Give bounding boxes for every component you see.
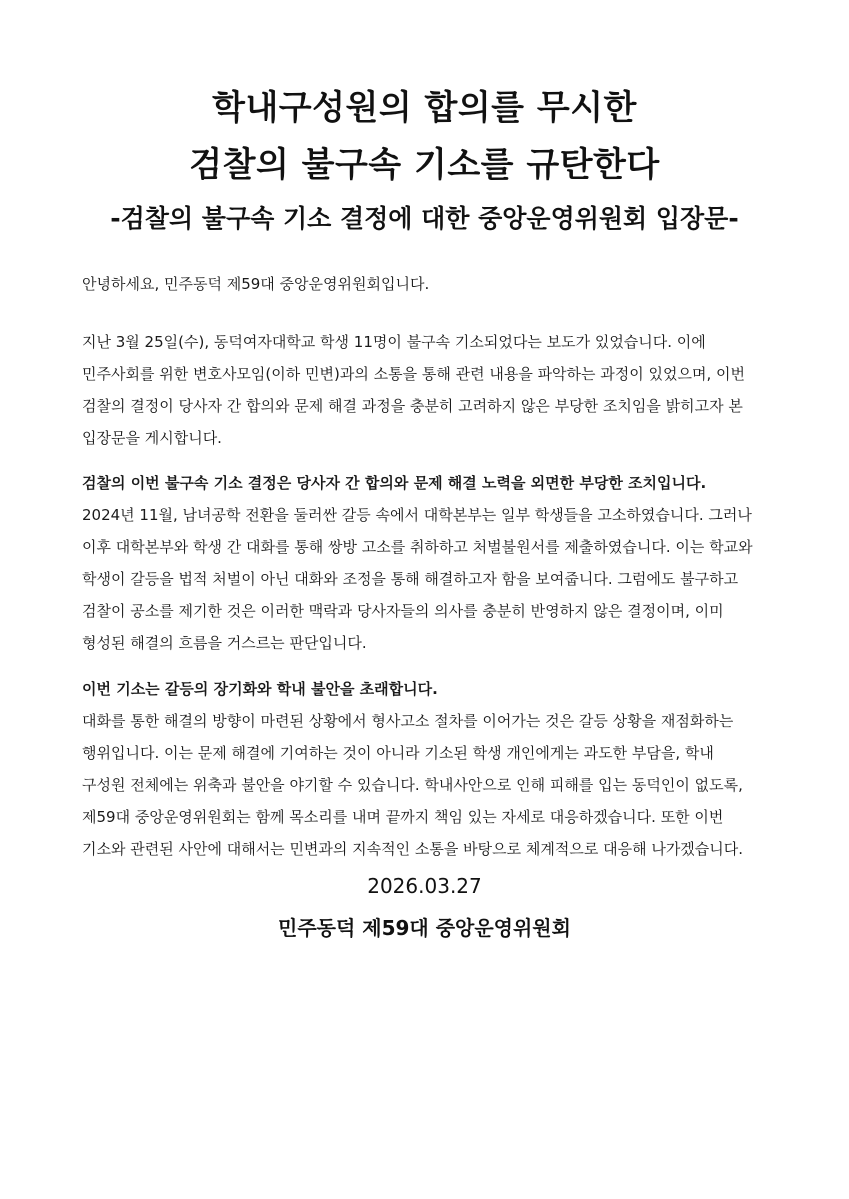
section-1-heading: 검찰의 이번 불구속 기소 결정은 당사자 간 합의와 문제 해결 노력을 외면한 부당한 조치입니다.: [82, 474, 707, 492]
signer-name: 민주동덕 제59대 중앙운영위원회: [278, 916, 571, 940]
statement-date: 2026.03.27: [367, 874, 482, 898]
intro-line: 지난 3월 25일(수), 동덕여자대학교 학생 11명이 불구속 기소되었다는 보도가 있었습니다. 이에: [82, 333, 706, 351]
section-1-line: 검찰이 공소를 제기한 것은 이러한 맥락과 당사자들의 의사를 충분히 반영하지 않은 결정이며, 이미: [82, 602, 724, 620]
section-2: [82, 673, 782, 865]
greeting-paragraph: 안녕하세요, 민주동덕 제59대 중앙운영위원회입니다.: [82, 275, 430, 293]
section-1-line: 이후 대학본부와 학생 간 대화를 통해 쌍방 고소를 취하하고 처벌불원서를 제출하였습니다. 이는 학교와: [82, 538, 753, 556]
section-1-line: 학생이 갈등을 법적 처벌이 아닌 대화와 조정을 통해 해결하고자 함을 보여줍니다. 그럼에도 불구하고: [82, 570, 739, 588]
section-1-line: 2024년 11월, 남녀공학 전환을 둘러싼 갈등 속에서 대학본부는 일부 학생들을 고소하였습니다. 그러나: [82, 506, 752, 524]
intro-paragraph: [82, 326, 782, 454]
section-1: [82, 467, 782, 659]
section-2-line: 제59대 중앙운영위원회는 함께 목소리를 내며 끝까지 책임 있는 자세로 대응하겠습니다. 또한 이번: [82, 808, 724, 826]
section-2-line: 기소와 관련된 사안에 대해서는 민변과의 지속적인 소통을 바탕으로 체계적으로 대응해 나가겠습니다.: [82, 840, 744, 858]
intro-line: 검찰의 결정이 당사자 간 합의와 문제 해결 과정을 충분히 고려하지 않은 부당한 조치임을 밝히고자 본: [82, 397, 743, 415]
section-2-heading: 이번 기소는 갈등의 장기화와 학내 불안을 초래합니다.: [82, 680, 438, 698]
section-1-line: 형성된 해결의 흐름을 거스르는 판단입니다.: [82, 634, 367, 652]
subtitle: -검찰의 불구속 기소 결정에 대한 중앙운영위원회 입장문-: [110, 204, 739, 233]
intro-line: 입장문을 게시합니다.: [82, 429, 222, 447]
section-2-line: 대화를 통한 해결의 방향이 마련된 상황에서 형사고소 절차를 이어가는 것은 갈등 상황을 재점화하는: [82, 712, 734, 730]
intro-line: 민주사회를 위한 변호사모임(이하 민변)과의 소통을 통해 관련 내용을 파악하는 과정이 있었으며, 이번: [82, 365, 746, 383]
title-line-2: 검찰의 불구속 기소를 규탄한다: [189, 145, 660, 185]
section-2-line: 구성원 전체에는 위축과 불안을 야기할 수 있습니다. 학내사안으로 인해 피해를 입는 동덕인이 없도록,: [82, 776, 743, 794]
section-2-line: 행위입니다. 이는 문제 해결에 기여하는 것이 아니라 기소된 학생 개인에게는 과도한 부담을, 학내: [82, 744, 714, 762]
title-line-1: 학내구성원의 합의를 무시한: [212, 88, 637, 128]
